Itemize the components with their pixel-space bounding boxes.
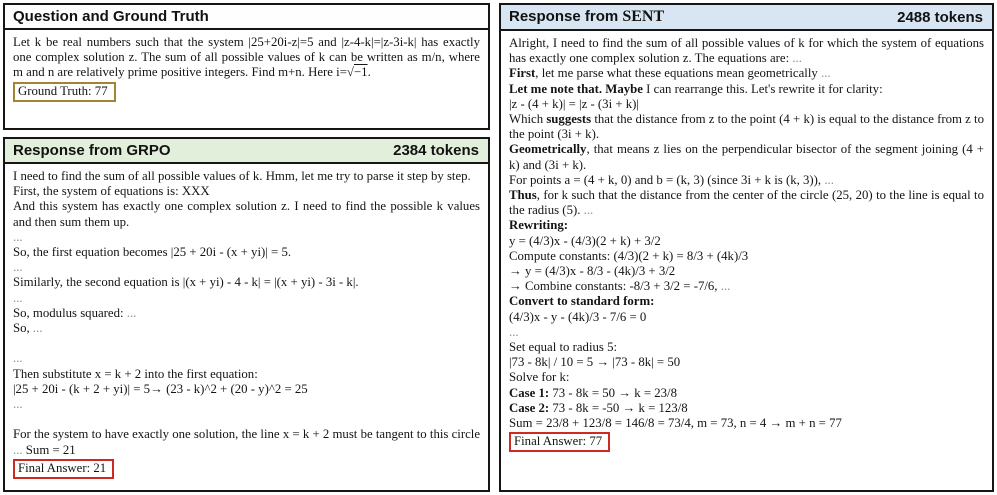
text-line: [13, 321, 480, 336]
text-line: [13, 169, 480, 184]
text-segment: First: [509, 66, 536, 81]
text-line: [509, 431, 984, 452]
text-line: [509, 264, 984, 279]
sent-method-name: SENT: [622, 8, 665, 25]
text-line: [509, 355, 984, 370]
text-segment: → y = (4/3)x - 8/3 - (4k)/3 + 3/2: [509, 264, 676, 279]
text-segment: For the system to have exactly one solution, the line x = k + 2 must be tangent to this circle: [13, 427, 480, 442]
text-segment: Set equal to radius 5:: [509, 340, 618, 355]
text-segment: ...: [13, 442, 23, 457]
text-line: [509, 386, 984, 401]
text-line: [509, 188, 984, 218]
final-answer-box: [509, 432, 610, 452]
grpo-tokens-badge: 2384 tokens: [393, 142, 479, 159]
text-segment: ...: [583, 203, 594, 218]
text-segment: ...: [13, 290, 23, 305]
text-segment: Let k be real numbers such that the system |25+20i-z|=5 and |z-4-k|=|z-3i-k| has exactly one complex solution z. The sum of all possible values of k can be written as m/n, where m and n are relatively prime positive integers. Find m+n. Here i=√: [13, 35, 480, 80]
text-segment: I can rearrange this. Let's rewrite it for clarity:: [642, 81, 883, 96]
text-line: [509, 218, 984, 233]
text-segment: Final Answer: 21: [18, 460, 107, 475]
text-segment: For points a = (4 + k, 0) and b = (k, 3) (since 3i + k is (k, 3)),: [509, 172, 825, 187]
text-segment: Compute constants: (4/3)(2 + k) = 8/3 + (4k)/3: [509, 248, 749, 263]
text-segment: Case 2:: [509, 400, 550, 415]
grpo-response-panel: [3, 137, 490, 492]
text-line: [509, 340, 984, 355]
text-segment: So, the first equation becomes |25 + 20i - (x + yi)| = 5.: [13, 245, 292, 260]
text-segment: (4/3)x - y - (4k)/3 - 7/6 = 0: [509, 309, 647, 324]
text-line: [13, 458, 480, 479]
sent-tokens-badge: 2488 tokens: [897, 8, 983, 26]
question-panel-header: [5, 5, 488, 30]
text-segment: Which: [509, 112, 547, 127]
text-line: [13, 230, 480, 245]
text-segment: 73 - 8k = -50 → k = 123/8: [549, 400, 688, 415]
text-line: [509, 416, 984, 431]
text-line: [509, 82, 984, 97]
grpo-panel-body: [5, 164, 488, 490]
sent-panel-body: [501, 31, 992, 490]
text-line: [509, 112, 984, 142]
text-line: [509, 97, 984, 112]
text-line: [13, 367, 480, 382]
text-segment: that the distance from z to the point (4 + k) is equal to the distance from z to the point (3i + k).: [509, 112, 985, 142]
text-line: [13, 199, 480, 229]
text-segment: Sum = 21: [22, 442, 76, 457]
text-segment: I need to find the sum of all possible values of k. Hmm, let me try to parse it step by step.: [13, 169, 471, 183]
text-segment: Case 1:: [509, 385, 550, 400]
text-line: [13, 260, 480, 275]
text-segment: , that means z lies on the perpendicular bisector of the segment joining (4 + k) and (3i + k).: [509, 142, 984, 172]
text-segment: −1: [353, 65, 368, 80]
text-segment: First, the system of equations is: XXX: [13, 184, 210, 199]
grpo-panel-title: Response from GRPO: [13, 142, 171, 159]
text-line: [509, 234, 984, 249]
text-line: [13, 427, 480, 457]
text-segment: Then substitute x = k + 2 into the first equation:: [13, 366, 258, 381]
question-panel-title: Question and Ground Truth: [13, 8, 209, 25]
text-line: [509, 173, 984, 188]
text-segment: Alright, I need to find the sum of all possible values of k for which the system of equations has exactly one complex solution z. The equations are:: [509, 36, 984, 66]
sent-panel-title: [509, 8, 664, 26]
text-segment: Convert to standard form:: [509, 294, 655, 309]
blank-line: [13, 336, 480, 351]
right-column: [499, 3, 994, 492]
text-line: [509, 401, 984, 416]
text-line: [509, 142, 984, 172]
text-segment: .: [367, 65, 371, 80]
question-panel: [3, 3, 490, 130]
text-line: [13, 35, 480, 81]
left-column: [3, 3, 490, 492]
text-segment: Solve for k:: [509, 370, 570, 385]
text-segment: y = (4/3)x - (4/3)(2 + k) + 3/2: [509, 233, 661, 248]
text-line: [13, 81, 480, 102]
text-segment: |z - (4 + k)| = |z - (3i + k)|: [509, 96, 639, 111]
sent-response-panel: [499, 3, 994, 492]
text-segment: ...: [13, 397, 23, 412]
ground-truth-box: [13, 82, 116, 102]
text-line: [13, 306, 480, 321]
text-segment: ...: [126, 305, 137, 320]
text-segment: ...: [821, 66, 831, 81]
text-line: [509, 36, 984, 66]
text-line: [13, 275, 480, 290]
text-segment: , let me parse what these equations mean geometrically: [535, 66, 821, 81]
text-segment: ...: [720, 279, 731, 294]
text-line: [13, 382, 480, 397]
text-line: [509, 279, 984, 294]
text-segment: Final Answer: 77: [514, 434, 603, 449]
text-segment: |73 - 8k| / 10 = 5 → |73 - 8k| = 50: [509, 355, 681, 370]
sent-panel-header: [501, 5, 992, 31]
text-segment: ...: [509, 324, 519, 339]
sent-title-prefix: Response from: [509, 8, 623, 25]
final-answer-box: [13, 459, 114, 479]
question-panel-body: [5, 30, 488, 128]
text-segment: ...: [13, 229, 23, 244]
text-segment: So,: [13, 321, 33, 336]
text-segment: ...: [32, 321, 43, 336]
text-line: [13, 351, 480, 366]
text-segment: Thus: [509, 188, 537, 203]
text-segment: Geometrically: [509, 142, 587, 157]
blank-line: [13, 412, 480, 427]
grpo-panel-header: [5, 139, 488, 164]
text-segment: Rewriting:: [509, 218, 568, 233]
text-segment: ...: [13, 351, 23, 366]
text-segment: Sum = 23/8 + 123/8 = 146/8 = 73/4, m = 73, n = 4 → m + n = 77: [509, 416, 842, 431]
text-segment: So, modulus squared:: [13, 305, 127, 320]
text-segment: Similarly, the second equation is |(x + yi) - 4 - k| = |(x + yi) - 3i - k|.: [13, 275, 359, 290]
text-line: [509, 66, 984, 81]
text-segment: ...: [13, 260, 23, 275]
text-line: [13, 291, 480, 306]
text-line: [509, 310, 984, 325]
text-line: [13, 245, 480, 260]
text-line: [509, 249, 984, 264]
text-segment: And this system has exactly one complex solution z. I need to find the possible k values and then sum them up.: [13, 199, 480, 229]
text-segment: → Combine constants: -8/3 + 3/2 = -7/6,: [509, 279, 721, 294]
text-segment: ...: [824, 172, 834, 187]
text-line: [13, 397, 480, 412]
text-segment: Let me note that. Maybe: [509, 81, 643, 96]
text-line: [509, 294, 984, 309]
text-segment: 73 - 8k = 50 → k = 23/8: [549, 385, 677, 400]
text-line: [509, 370, 984, 385]
text-line: [509, 325, 984, 340]
text-segment: |25 + 20i - (k + 2 + yi)| = 5→ (23 - k)^2 + (20 - y)^2 = 25: [13, 381, 308, 396]
text-segment: ...: [792, 51, 802, 66]
text-segment: , for k such that the distance from the center of the circle (25, 20) to the line is equal to the radius (5).: [509, 188, 984, 218]
text-line: [13, 184, 480, 199]
text-segment: suggests: [546, 112, 592, 127]
text-segment: Ground Truth: 77: [18, 83, 108, 98]
